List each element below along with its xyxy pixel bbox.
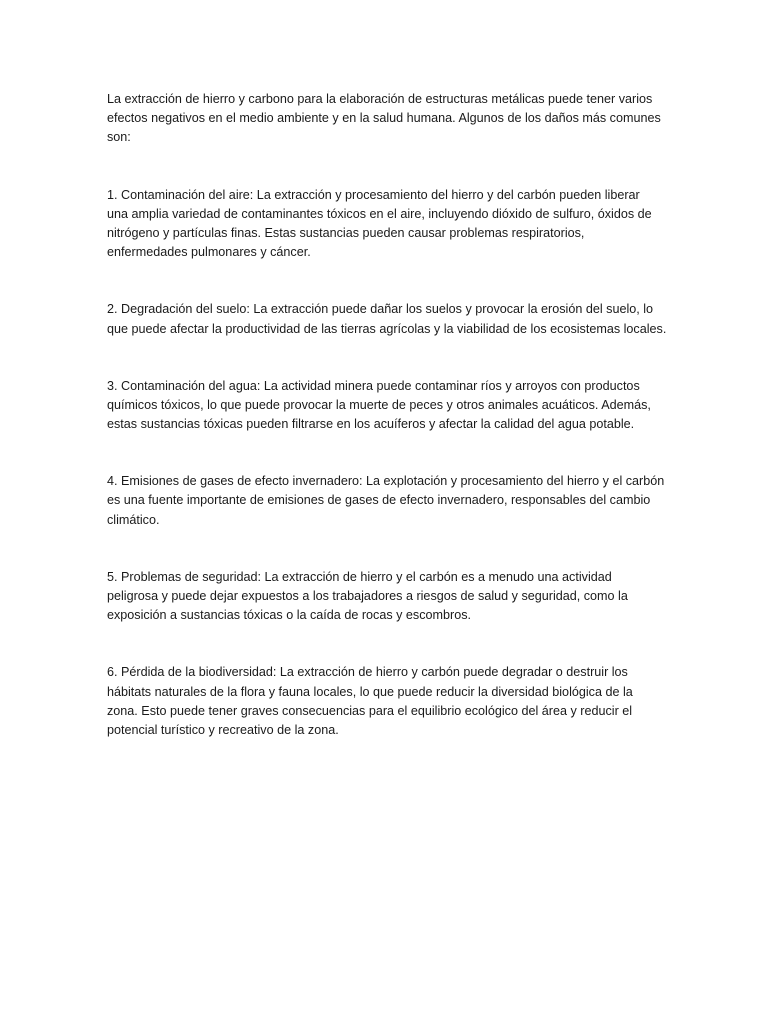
text-line: 4. Emisiones de gases de efecto invernadero: La explotación y procesamiento del hierro y el carbón [107, 474, 665, 489]
list-item-biodiversity-loss [107, 663, 667, 740]
intro-paragraph [107, 90, 667, 148]
text-line: 2. Degradación del suelo: La extracción puede dañar los suelos y provocar la erosión del suelo, lo [107, 302, 654, 317]
text-line: una amplia variedad de contaminantes tóxicos en el aire, incluyendo dióxido de sulfuro, óxidos de [107, 206, 652, 221]
text-line: son: [107, 130, 131, 145]
list-item-soil-degradation [107, 300, 667, 338]
text-line: efectos negativos en el medio ambiente y en la salud humana. Algunos de los daños más comunes [107, 111, 661, 126]
text-line: nitrógeno y partículas finas. Estas sustancias pueden causar problemas respiratorios, [107, 225, 585, 240]
text-line: es una fuente importante de emisiones de gases de efecto invernadero, responsables del cambio [107, 493, 651, 508]
text-line: climático. [107, 512, 160, 527]
text-line: peligrosa y puede dejar expuestos a los trabajadores a riesgos de salud y seguridad, como la [107, 589, 628, 603]
text-line: químicos tóxicos, lo que puede provocar la muerte de peces y otros animales acuáticos. Además, [107, 397, 651, 412]
list-item-water-pollution [107, 377, 667, 435]
text-line: enfermedades pulmonares y cáncer. [107, 245, 311, 260]
text-line: zona. Esto puede tener graves consecuencias para el equilibrio ecológico del área y reducir el [107, 703, 633, 718]
text-line: hábitats naturales de la flora y fauna locales, lo que puede reducir la diversidad biológica de la [107, 684, 633, 699]
text-line: que puede afectar la productividad de las tierras agrícolas y la viabilidad de los ecosistemas locales. [107, 321, 667, 336]
list-item-air-pollution [107, 186, 667, 263]
list-item-greenhouse-emissions [107, 472, 667, 530]
text-line: 3. Contaminación del agua: La actividad minera puede contaminar ríos y arroyos con productos [107, 378, 640, 393]
text-line: 1. Contaminación del aire: La extracción y procesamiento del hierro y del carbón pueden liberar [107, 187, 640, 202]
text-line: La extracción de hierro y carbono para la elaboración de estructuras metálicas puede tener varios [107, 92, 653, 106]
text-line: exposición a sustancias tóxicas o la caída de rocas y escombros. [107, 608, 472, 623]
text-line: estas sustancias tóxicas pueden filtrarse en los acuíferos y afectar la calidad del agua potable. [107, 417, 635, 432]
text-line: potencial turístico y recreativo de la zona. [107, 722, 339, 737]
document-body [107, 90, 667, 778]
text-line: 6. Pérdida de la biodiversidad: La extracción de hierro y carbón puede degradar o destruir los [107, 665, 628, 680]
list-item-safety-problems [107, 568, 667, 626]
text-line: 5. Problemas de seguridad: La extracción de hierro y el carbón es a menudo una actividad [107, 569, 612, 584]
